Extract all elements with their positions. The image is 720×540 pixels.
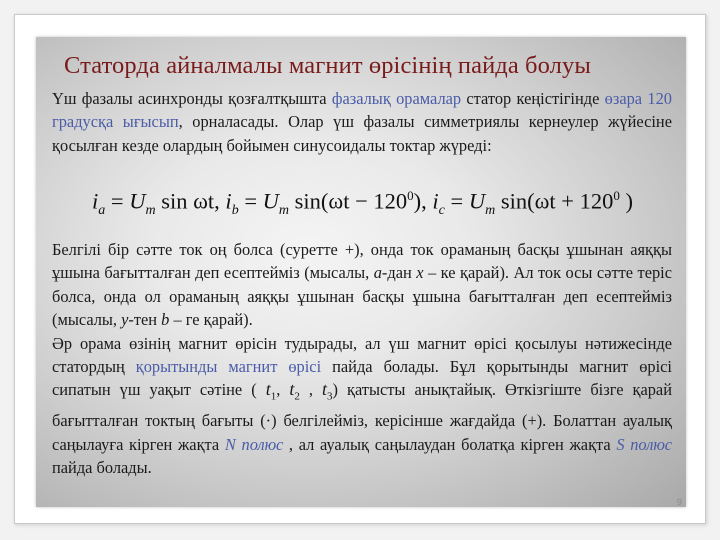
formula-op: = bbox=[444, 188, 469, 214]
formula-sub: a bbox=[98, 203, 106, 218]
text-run: – ке қарай). Ал ток осы сәтте теріс болса, онда ол ораманың аяққы ұшынан басқы ұшына бағытталған деп есептейміз (мысалы, bbox=[52, 263, 672, 330]
formula-func: sin(ωt + 120 bbox=[495, 188, 614, 214]
t-sub: 3 bbox=[327, 391, 333, 404]
formula-sub: c bbox=[438, 203, 445, 218]
time-instant-t1 bbox=[265, 379, 277, 404]
current-equations-formula bbox=[92, 188, 662, 228]
t-var: t bbox=[289, 379, 295, 400]
formula-var: U bbox=[129, 188, 146, 214]
t-var: t bbox=[265, 379, 271, 400]
formula-degree: 0 bbox=[407, 188, 414, 203]
north-pole-label: N полюс bbox=[224, 434, 284, 454]
t-sub: 1 bbox=[270, 391, 277, 404]
formula-var: i bbox=[225, 188, 232, 214]
formula-func: sin(ωt − 120 bbox=[289, 188, 408, 214]
text-run: Белгілі бір сәтте ток оң болса (суретте +), онда ток ораманың басқы ұшынан аяққы ұшына бағытталған деп есептейміз (мысалы, bbox=[52, 240, 672, 283]
text-run: , ал ауалық саңылаудан болатқа кірген жақта bbox=[283, 434, 617, 454]
formula-op: ) bbox=[619, 188, 633, 214]
formula-op: = bbox=[238, 188, 263, 214]
text-run: статор кеңістігінде bbox=[461, 89, 605, 108]
text-run: , bbox=[276, 380, 290, 400]
text-run: ) қатысты анықтайық. Өткізгіште бізге қарай бағытталған токтың бағыты (·) белгілейміз, керісінше жағдайда (+). Болаттан ауалық саңылауға кірген жақта bbox=[52, 380, 672, 454]
t-sub: 2 bbox=[294, 391, 300, 404]
text-run: пайда болады. Бұл қорытынды магнит өрісі сипатын үш уақыт сәтіне ( bbox=[52, 357, 672, 400]
winding-start-b: b bbox=[161, 310, 170, 330]
formula-var: U bbox=[262, 188, 279, 214]
formula-sub: b bbox=[231, 203, 239, 218]
text-run: -тен bbox=[128, 310, 162, 330]
winding-start-a: а bbox=[373, 263, 382, 283]
text-run: пайда болады. bbox=[52, 458, 152, 478]
formula-sub: m bbox=[278, 203, 290, 218]
winding-end-x: х bbox=[416, 263, 424, 283]
winding-end-y: у bbox=[121, 310, 129, 330]
formula-sub: m bbox=[485, 203, 496, 218]
text-run: , орналасады. Олар үш фазалы симметриялы кернеулер жүйесіне қосылған кезде олардың бойымен синусоидалы токтар жүреді: bbox=[52, 112, 672, 155]
text-run: -дан bbox=[381, 263, 417, 283]
text-run: , bbox=[299, 380, 322, 400]
paragraph-explanation bbox=[52, 238, 672, 480]
formula-op: = bbox=[105, 188, 130, 214]
page-number: 9 bbox=[676, 497, 682, 507]
highlight-phase-windings: фазалық орамалар bbox=[331, 89, 462, 108]
formula-op: ), bbox=[413, 188, 433, 214]
formula-var: i bbox=[92, 188, 99, 214]
south-pole-label: S полюс bbox=[616, 434, 672, 454]
slide-title: Статорда айналмалы магнит өрісінің пайда болуы bbox=[64, 52, 591, 79]
formula-var: U bbox=[468, 188, 486, 214]
formula-sub: m bbox=[145, 203, 156, 218]
time-instant-t3 bbox=[322, 379, 333, 404]
text-run: – ге қарай). bbox=[169, 310, 253, 330]
t-var: t bbox=[322, 379, 328, 400]
time-instant-t2 bbox=[289, 379, 300, 404]
paragraph-intro bbox=[52, 87, 672, 157]
text-run: Үш фазалы асинхронды қозғалтқышта bbox=[52, 89, 332, 108]
formula-var: i bbox=[432, 188, 439, 214]
formula-degree: 0 bbox=[613, 188, 620, 203]
highlight-resultant-field: қорытынды магнит өрісі bbox=[135, 357, 322, 377]
text-run: Әр орама өзінің магнит өрісін тудырады, ал үш магнит өрісі қосылуы нәтижесінде статордың bbox=[52, 333, 672, 377]
highlight-120-degrees: өзара 120 градусқа ығысып bbox=[52, 89, 672, 132]
formula-func: sin ωt, bbox=[155, 188, 226, 214]
